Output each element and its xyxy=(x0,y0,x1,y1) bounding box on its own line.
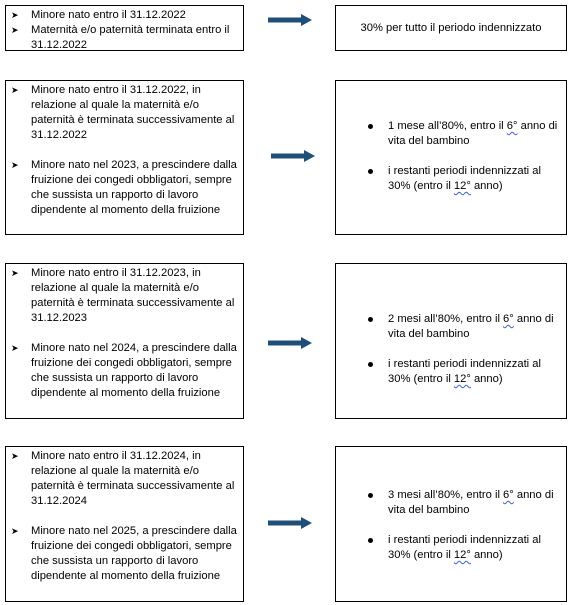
round-bullet-icon xyxy=(368,538,373,543)
condition-item xyxy=(6,83,243,143)
indemnity-bullet: 3 mesi all’80%, entro il 6° anno di vita del bambino xyxy=(336,488,566,518)
right-arrow-icon xyxy=(268,337,312,349)
arrowhead-bullet-icon: ➤ xyxy=(11,160,19,170)
condition-box-4 xyxy=(5,446,244,602)
arrowhead-bullet-icon: ➤ xyxy=(11,526,19,536)
condition-text: Minore nato nel 2024, a prescindere dalla fruizione dei congedi obbligatori, sempre che sussista un rapporto di lavoro dipendente al momento della fruizione xyxy=(31,342,237,399)
round-bullet-icon xyxy=(368,493,373,498)
condition-box-1 xyxy=(5,5,244,51)
round-bullet-icon xyxy=(368,317,373,322)
condition-item xyxy=(6,266,243,326)
condition-text: Minore nato entro il 31.12.2023, in relazione al quale la maternità e/o paternità è terminata successivamente al 31.12.2023 xyxy=(31,267,235,324)
condition-item xyxy=(6,8,243,23)
condition-item xyxy=(6,449,243,509)
condition-text: Minore nato entro il 31.12.2022 xyxy=(31,9,186,21)
indemnity-bullet: i restanti periodi indennizzati al 30% (entro il 12° anno) xyxy=(336,357,566,387)
indemnity-box-3 xyxy=(335,263,567,419)
indemnity-text: 30% per tutto il periodo indennizzato xyxy=(360,21,542,34)
arrowhead-bullet-icon: ➤ xyxy=(11,25,19,35)
round-bullet-icon xyxy=(368,169,373,174)
condition-text: Maternità e/o paternità terminata entro il 31.12.2022 xyxy=(31,24,230,51)
round-bullet-icon xyxy=(368,362,373,367)
indemnity-box-4 xyxy=(335,446,567,602)
indemnity-bullet: i restanti periodi indennizzati al 30% (entro il 12° anno) xyxy=(336,164,566,194)
indemnity-box-1 xyxy=(335,5,567,51)
condition-item xyxy=(6,341,243,401)
condition-box-2 xyxy=(5,80,244,235)
condition-box-3 xyxy=(5,263,244,419)
condition-item xyxy=(6,524,243,584)
right-arrow-icon xyxy=(268,517,312,529)
condition-text: Minore nato entro il 31.12.2024, in relazione al quale la maternità e/o paternità è terminata successivamente al 31.12.2024 xyxy=(31,450,235,507)
indemnity-bullet: 1 mese all’80%, entro il 6° anno di vita del bambino xyxy=(336,119,566,149)
condition-item xyxy=(6,158,243,218)
arrowhead-bullet-icon: ➤ xyxy=(11,10,19,20)
indemnity-bullet: 2 mesi all’80%, entro il 6° anno di vita del bambino xyxy=(336,312,566,342)
arrowhead-bullet-icon: ➤ xyxy=(11,268,19,278)
right-arrow-icon xyxy=(268,14,312,26)
arrowhead-bullet-icon: ➤ xyxy=(11,343,19,353)
right-arrow-icon xyxy=(271,150,315,162)
condition-item xyxy=(6,23,243,53)
condition-text: Minore nato nel 2025, a prescindere dalla fruizione dei congedi obbligatori, sempre che sussista un rapporto di lavoro dipendente al momento della fruizione xyxy=(31,525,237,582)
indemnity-box-2 xyxy=(335,80,567,235)
arrowhead-bullet-icon: ➤ xyxy=(11,451,19,461)
condition-text: Minore nato nel 2023, a prescindere dalla fruizione dei congedi obbligatori, sempre che sussista un rapporto di lavoro dipendente al momento della fruizione xyxy=(31,159,237,216)
condition-text: Minore nato entro il 31.12.2022, in relazione al quale la maternità e/o paternità è terminata successivamente al 31.12.2022 xyxy=(31,84,235,141)
indemnity-bullet: i restanti periodi indennizzati al 30% (entro il 12° anno) xyxy=(336,533,566,563)
arrowhead-bullet-icon: ➤ xyxy=(11,85,19,95)
round-bullet-icon xyxy=(368,124,373,129)
